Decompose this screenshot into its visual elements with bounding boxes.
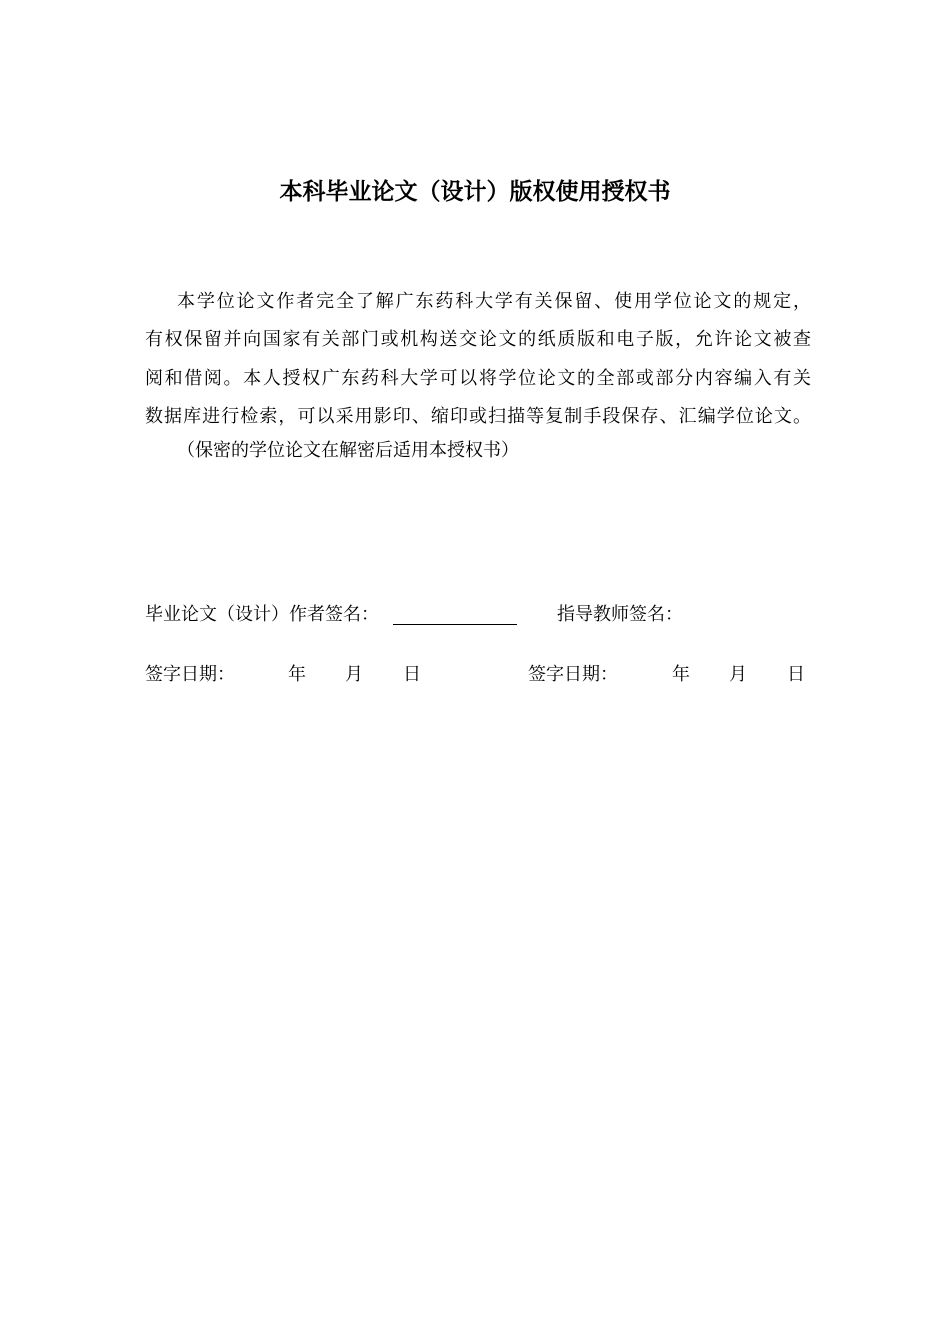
author-signature-line bbox=[393, 624, 517, 625]
confidentiality-note: （保密的学位论文在解密后适用本授权书） bbox=[177, 440, 519, 461]
author-date-label: 签字日期： bbox=[145, 664, 235, 685]
paragraph-line: 本学位论文作者完全了解广东药科大学有关保留、使用学位论文的规定， bbox=[177, 291, 811, 312]
advisor-date-month: 月 bbox=[729, 664, 747, 685]
advisor-signature-label: 指导教师签名： bbox=[557, 604, 683, 625]
advisor-date-year: 年 bbox=[672, 664, 690, 685]
author-date-year: 年 bbox=[288, 664, 306, 685]
author-date-day: 日 bbox=[403, 664, 421, 685]
advisor-date-day: 日 bbox=[787, 664, 805, 685]
paragraph-line: 阅和借阅。本人授权广东药科大学可以将学位论文的全部或部分内容编入有关 bbox=[145, 368, 811, 389]
author-signature-label: 毕业论文（设计）作者签名： bbox=[145, 604, 379, 625]
advisor-date-label: 签字日期： bbox=[528, 664, 618, 685]
page-title: 本科毕业论文（设计）版权使用授权书 bbox=[279, 179, 671, 205]
paragraph-line: 有权保留并向国家有关部门或机构送交论文的纸质版和电子版，允许论文被查 bbox=[145, 329, 811, 350]
paragraph-line: 数据库进行检索，可以采用影印、缩印或扫描等复制手段保存、汇编学位论文。 bbox=[145, 406, 811, 427]
author-date-month: 月 bbox=[345, 664, 363, 685]
